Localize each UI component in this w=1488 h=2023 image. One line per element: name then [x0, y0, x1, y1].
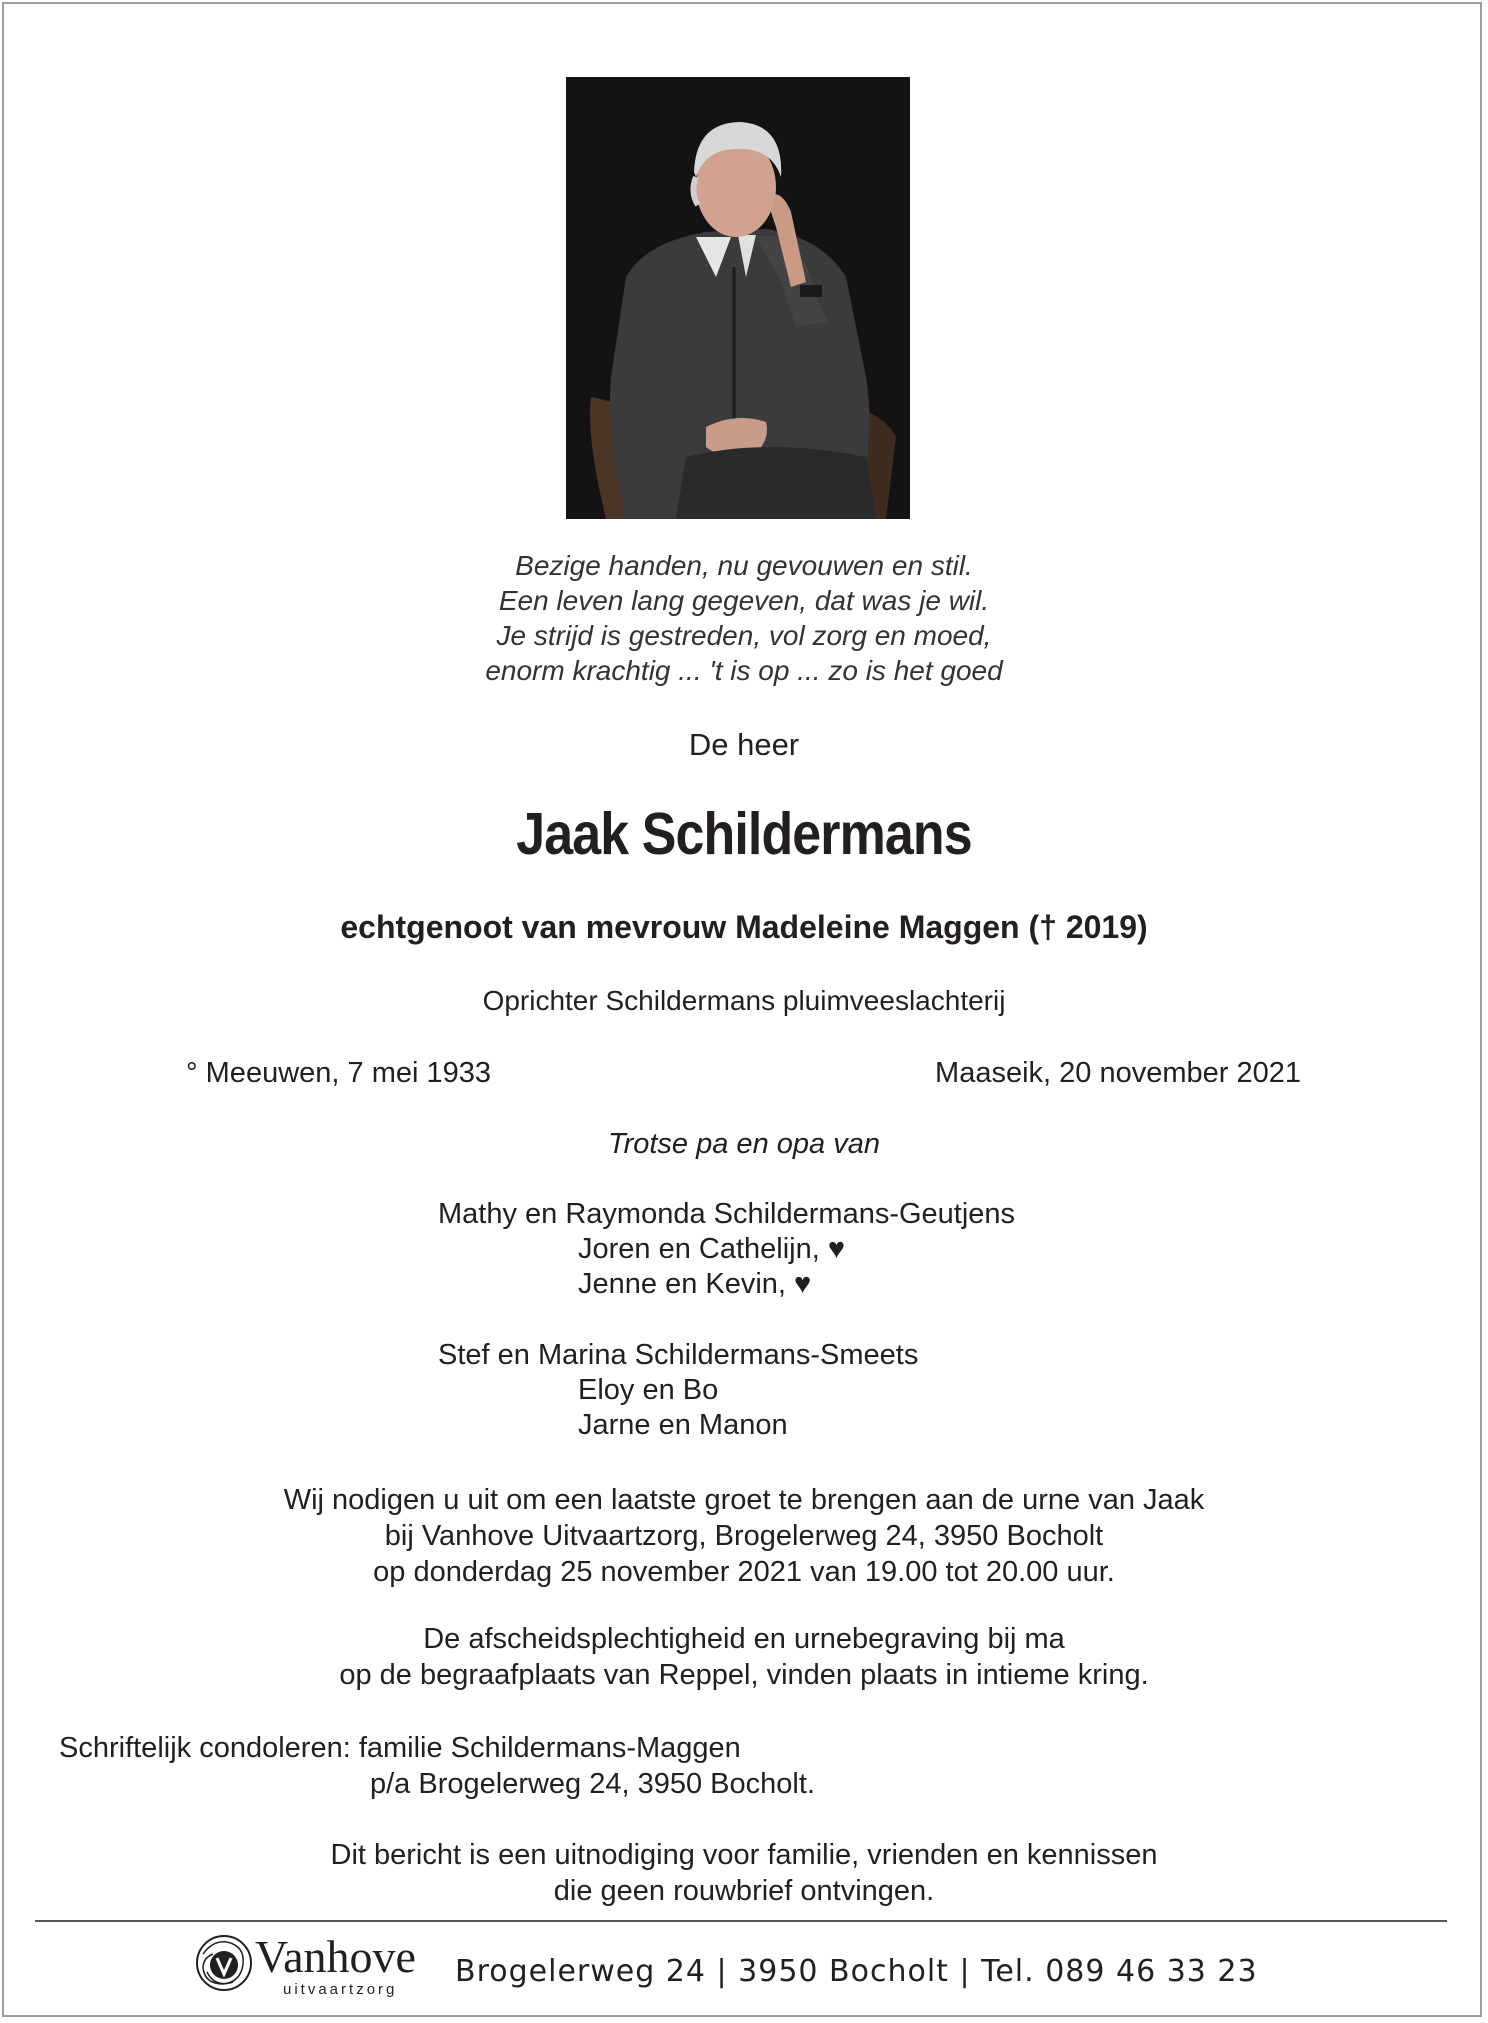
family-child: Jarne en Manon [578, 1409, 788, 1441]
birth-info: ° Meeuwen, 7 mei 1933 [186, 1057, 491, 1089]
verse-line: enorm krachtig ... 't is op ... zo is het goed [485, 655, 1003, 686]
invitation-line: bij Vanhove Uitvaartzorg, Brogelerweg 24, 3950 Bocholt [384, 1520, 1104, 1552]
death-info: Maaseik, 20 november 2021 [935, 1057, 1301, 1089]
ceremony-line: op de begraafplaats van Reppel, vinden plaats in intieme kring. [339, 1659, 1149, 1691]
verse-line: Een leven lang gegeven, dat was je wil. [498, 585, 990, 616]
family-group [438, 1197, 1015, 1302]
notice-line: Dit bericht is een uitnodiging voor familie, vrienden en kennissen [330, 1839, 1158, 1871]
logo-emblem-icon [193, 1932, 255, 1994]
notice [0, 1837, 1488, 1909]
logo-name: Vanhove [255, 1931, 416, 1982]
footer-address: Brogelerweg 24 | 3950 Bocholt | Tel. 089 46 33 23 [455, 1954, 1258, 1989]
logo-subtitle: uitvaartzorg [283, 1981, 398, 1998]
vanhove-logo [193, 1930, 438, 2002]
honorific: De heer [688, 727, 800, 762]
family-child: Eloy en Bo [578, 1374, 719, 1406]
deceased-name: Jaak Schildermans [516, 801, 972, 867]
condolence-info [59, 1730, 815, 1802]
visitation-invitation [0, 1482, 1488, 1590]
invitation-line: Wij nodigen u uit om een laatste groet te brengen aan de urne van Jaak [283, 1484, 1205, 1516]
spouse-line: echtgenoot van mevrouw Madeleine Maggen († 2019) [340, 909, 1148, 945]
verse-line: Bezige handen, nu gevouwen en stil. [515, 550, 973, 581]
condolence-line: Schriftelijk condoleren: familie Schildermans-Maggen [59, 1732, 741, 1764]
ceremony-info [0, 1621, 1488, 1693]
occupation: Oprichter Schildermans pluimveeslachterij [482, 985, 1006, 1016]
condolence-address: p/a Brogelerweg 24, 3950 Bocholt. [370, 1768, 815, 1800]
family-intro: Trotse pa en opa van [608, 1128, 880, 1160]
portrait-photo [566, 77, 910, 519]
footer-divider [35, 1920, 1447, 1922]
invitation-line: op donderdag 25 november 2021 van 19.00 tot 20.00 uur. [373, 1556, 1115, 1588]
family-child: Joren en Cathelijn, ♥ [578, 1233, 846, 1265]
ceremony-line: De afscheidsplechtigheid en urnebegraving bij ma [423, 1623, 1065, 1655]
notice-line: die geen rouwbrief ontvingen. [553, 1875, 935, 1907]
family-group [438, 1338, 918, 1443]
family-child: Jenne en Kevin, ♥ [578, 1268, 812, 1300]
family-parents: Stef en Marina Schildermans-Smeets [438, 1339, 919, 1371]
family-parents: Mathy en Raymonda Schildermans-Geutjens [438, 1198, 1016, 1230]
memorial-verse [0, 548, 1488, 688]
verse-line: Je strijd is gestreden, vol zorg en moed, [496, 620, 992, 651]
